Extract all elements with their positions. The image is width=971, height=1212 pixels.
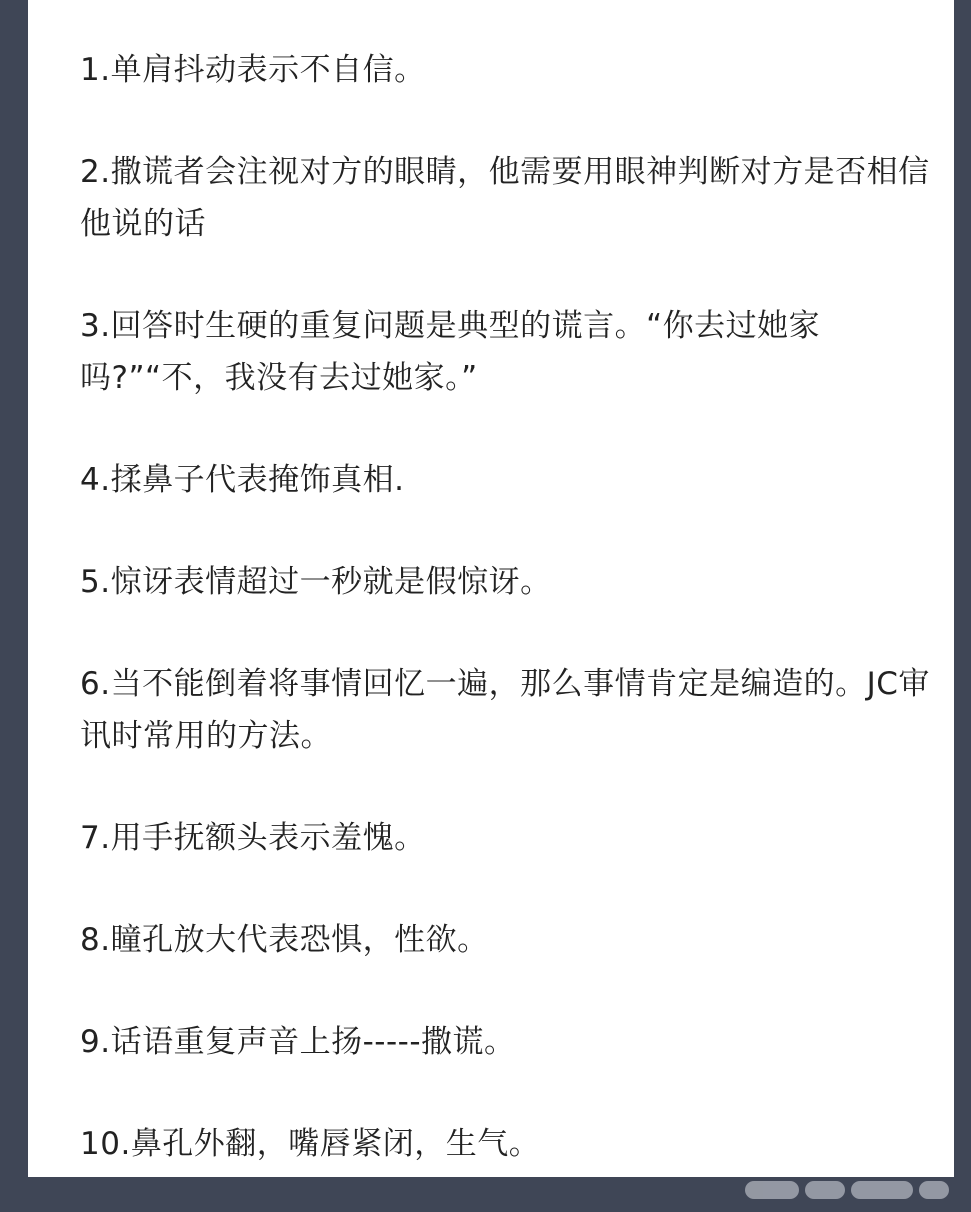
watermark-mark	[919, 1181, 949, 1199]
content-card	[28, 0, 954, 1177]
list-item: 3.回答时生硬的重复问题是典型的谎言。“你去过她家吗?”“不，我没有去过她家。”	[80, 308, 821, 396]
list-item: 9.话语重复声音上扬-----撒谎。	[80, 1024, 516, 1060]
list-item: 4.揉鼻子代表掩饰真相.	[80, 462, 405, 498]
watermark	[739, 1176, 949, 1204]
watermark-mark	[851, 1181, 913, 1199]
watermark-mark	[805, 1181, 845, 1199]
list-item: 1.单肩抖动表示不自信。	[80, 52, 426, 88]
watermark-mark	[745, 1181, 799, 1199]
list-item: 7.用手抚额头表示羞愧。	[80, 820, 426, 856]
list-item: 2.撒谎者会注视对方的眼睛，他需要用眼神判断对方是否相信他说的话	[80, 154, 930, 242]
list-item: 6.当不能倒着将事情回忆一遍，那么事情肯定是编造的。JC审讯时常用的方法。	[80, 666, 930, 754]
tips-list	[80, 44, 940, 1170]
list-item: 8.瞳孔放大代表恐惧，性欲。	[80, 922, 489, 958]
list-item: 5.惊讶表情超过一秒就是假惊讶。	[80, 564, 552, 600]
list-item: 10.鼻孔外翻，嘴唇紧闭，生气。	[80, 1126, 541, 1162]
